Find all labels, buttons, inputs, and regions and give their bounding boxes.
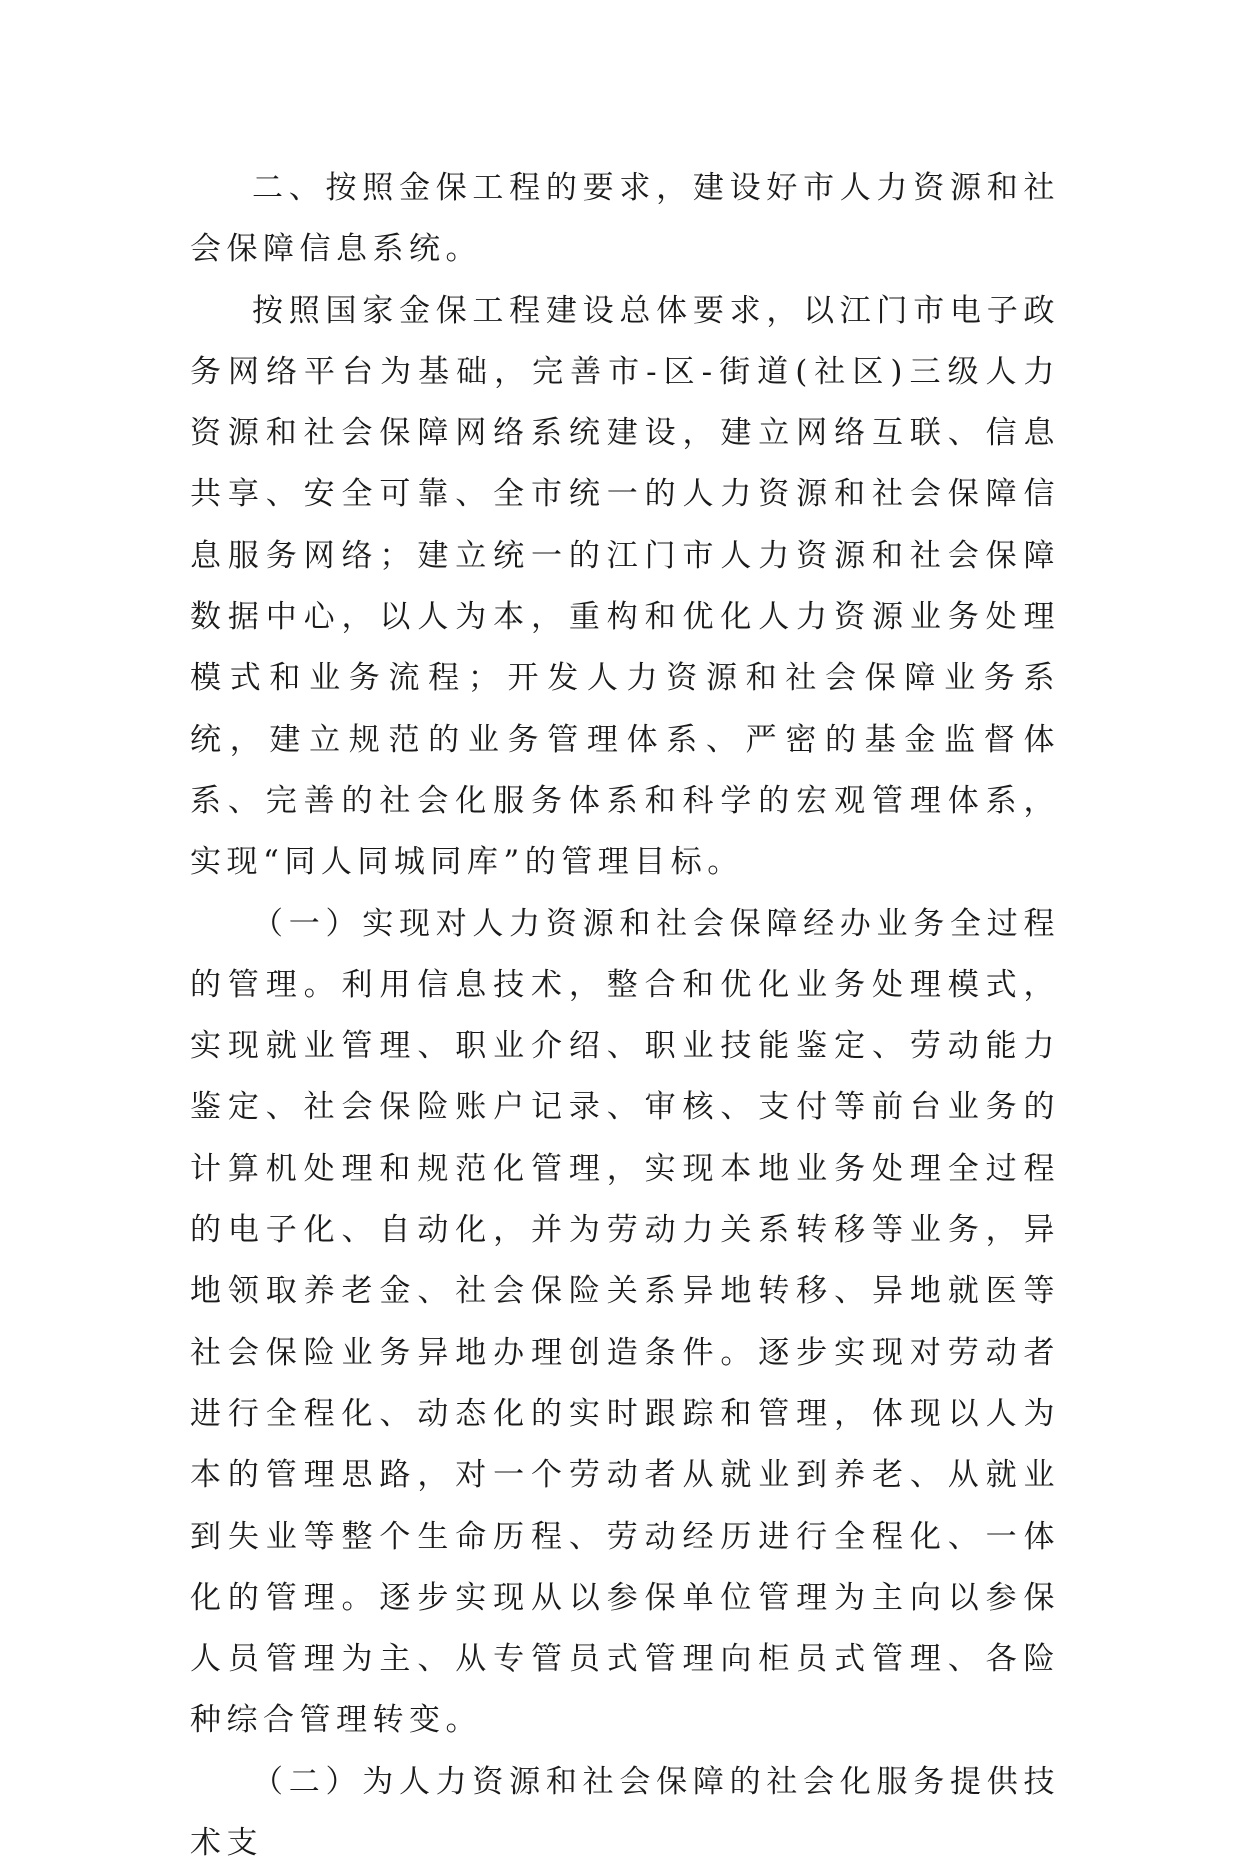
paragraph-overview: 按照国家金保工程建设总体要求，以江门市电子政务网络平台为基础，完善市-区-街道(社区)三级人力资源和社会保障网络系统建设，建立网络互联、信息共享、安全可靠、全市统一的人力资源和社会保障信息服务网络；建立统一的江门市人力资源和社会保障数据中心，以人为本，重构和优化人力资源业务处理模式和业务流程；开发人力资源和社会保障业务系统，建立规范的业务管理体系、严密的基金监督体系、完善的社会化服务体系和科学的宏观管理体系，实现“同人同城同库”的管理目标。 <box>190 292 1060 881</box>
paragraph-section-heading: 二、按照金保工程的要求，建设好市人力资源和社会保障信息系统。 <box>190 170 1060 268</box>
paragraph-item-two: （二）为人力资源和社会保障的社会化服务提供技术支 <box>190 1763 1060 1862</box>
body-text <box>190 158 1060 1874</box>
paragraph-item-one: （一）实现对人力资源和社会保障经办业务全过程的管理。利用信息技术，整合和优化业务处理模式，实现就业管理、职业介绍、职业技能鉴定、劳动能力鉴定、社会保险账户记录、审核、支付等前台业务的计算机处理和规范化管理，实现本地业务处理全过程的电子化、自动化，并为劳动力关系转移等业务，异地领取养老金、社会保险关系异地转移、异地就医等社会保险业务异地办理创造条件。逐步实现对劳动者进行全程化、动态化的实时跟踪和管理，体现以人为本的管理思路，对一个劳动者从就业到养老、从就业到失业等整个生命历程、劳动经历进行全程化、一体化的管理。逐步实现从以参保单位管理为主向以参保人员管理为主、从专管员式管理向柜员式管理、各险种综合管理转变。 <box>190 905 1060 1739</box>
